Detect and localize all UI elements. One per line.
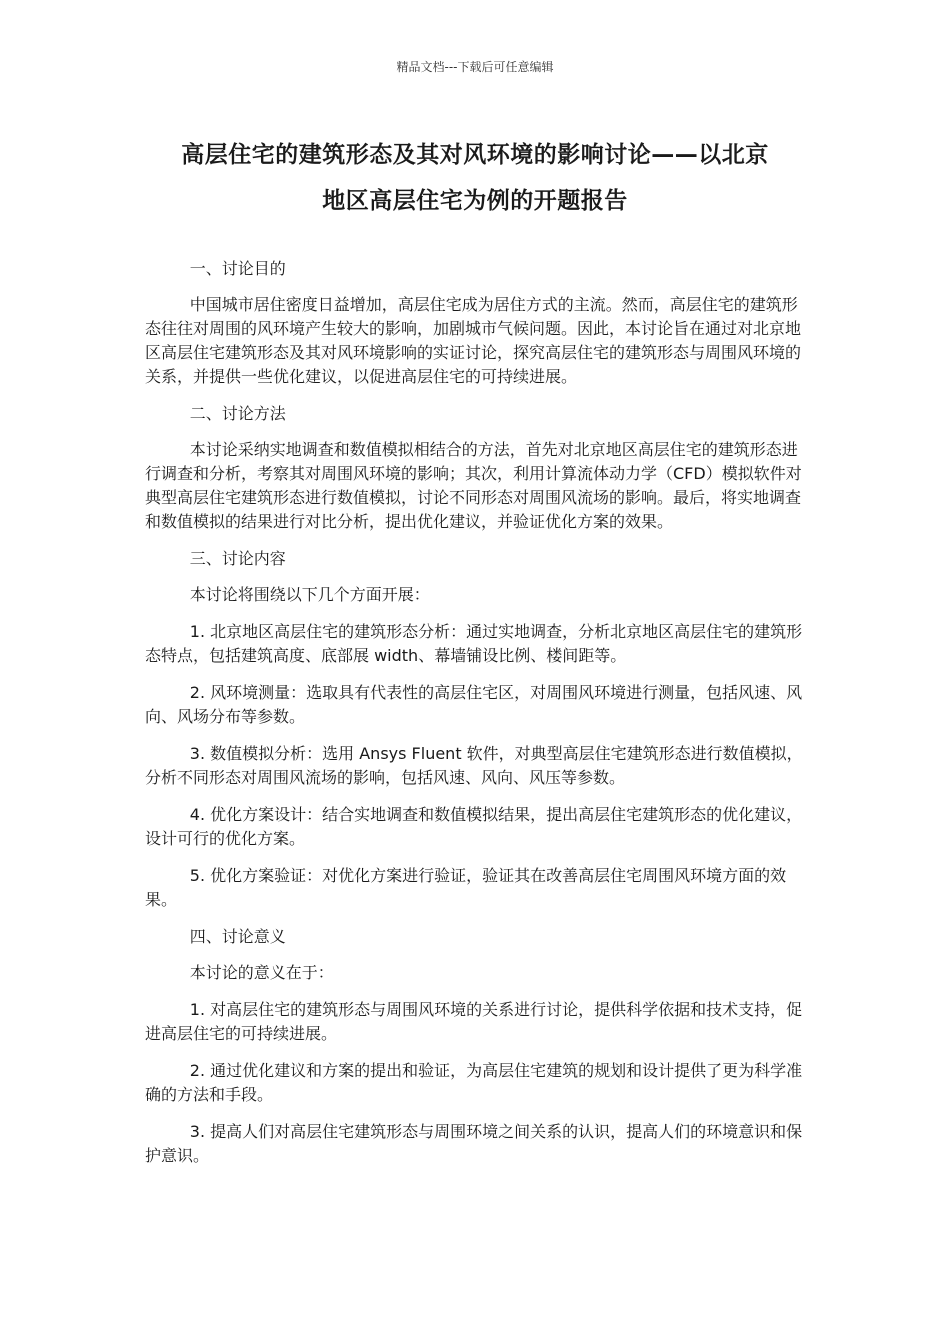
list-item-content-5: 5. 优化方案验证：对优化方案进行验证，验证其在改善高层住宅周围风环境方面的效果。 [145, 866, 787, 909]
title-line-1: 高层住宅的建筑形态及其对风环境的影响讨论——以北京 [181, 142, 769, 168]
section-heading-method: 二、讨论方法 [189, 404, 286, 423]
paragraph-purpose: 中国城市居住密度日益增加，高层住宅成为居住方式的主流。然而，高层住宅的建筑形态往往对周围的风环境产生较大的影响，加剧城市气候问题。因此，本讨论旨在通过对北京地区高层住宅建筑形态及其对风环境影响的实证讨论，探究高层住宅的建筑形态与周围风环境的关系，并提供一些优化建议，以促进高层住宅的可持续进展。 [145, 295, 802, 386]
list-item-content-2: 2. 风环境测量：选取具有代表性的高层住宅区，对周围风环境进行测量，包括风速、风向、风场分布等参数。 [145, 683, 803, 726]
document-body [145, 257, 805, 1181]
section-heading-significance: 四、讨论意义 [189, 927, 286, 946]
paragraph-content-intro: 本讨论将围绕以下几个方面开展： [189, 585, 430, 604]
paragraph-significance-intro: 本讨论的意义在于： [189, 963, 334, 982]
header-note: 精品文档---下载后可任意编辑 [396, 60, 554, 74]
title-line-2: 地区高层住宅为例的开题报告 [322, 188, 628, 214]
list-item-content-3: 3. 数值模拟分析：选用 Ansys Fluent 软件，对典型高层住宅建筑形态进行数值模拟，分析不同形态对周围风流场的影响，包括风速、风向、风压等参数。 [145, 744, 803, 787]
list-item-content-4: 4. 优化方案设计：结合实地调查和数值模拟结果，提出高层住宅建筑形态的优化建议，设计可行的优化方案。 [145, 805, 803, 848]
list-item-significance-1: 1. 对高层住宅的建筑形态与周围风环境的关系进行讨论，提供科学依据和技术支持，促进高层住宅的可持续进展。 [145, 1000, 803, 1043]
section-heading-content: 三、讨论内容 [189, 549, 286, 568]
paragraph-method: 本讨论采纳实地调查和数值模拟相结合的方法，首先对北京地区高层住宅的建筑形态进行调查和分析，考察其对周围风环境的影响；其次，利用计算流体动力学（CFD）模拟软件对典型高层住宅建筑形态进行数值模拟，讨论不同形态对周围风流场的影响。最后，将实地调查和数值模拟的结果进行对比分析，提出优化建议，并验证优化方案的效果。 [145, 440, 802, 531]
document-title [120, 132, 830, 224]
list-item-significance-2: 2. 通过优化建议和方案的提出和验证，为高层住宅建筑的规划和设计提供了更为科学准确的方法和手段。 [145, 1061, 803, 1104]
list-item-content-1: 1. 北京地区高层住宅的建筑形态分析：通过实地调查，分析北京地区高层住宅的建筑形态特点，包括建筑高度、底部展 width、幕墙铺设比例、楼间距等。 [145, 622, 803, 665]
list-item-significance-3: 3. 提高人们对高层住宅建筑形态与周围环境之间关系的认识，提高人们的环境意识和保护意识。 [145, 1122, 803, 1165]
section-heading-purpose: 一、讨论目的 [189, 259, 286, 278]
